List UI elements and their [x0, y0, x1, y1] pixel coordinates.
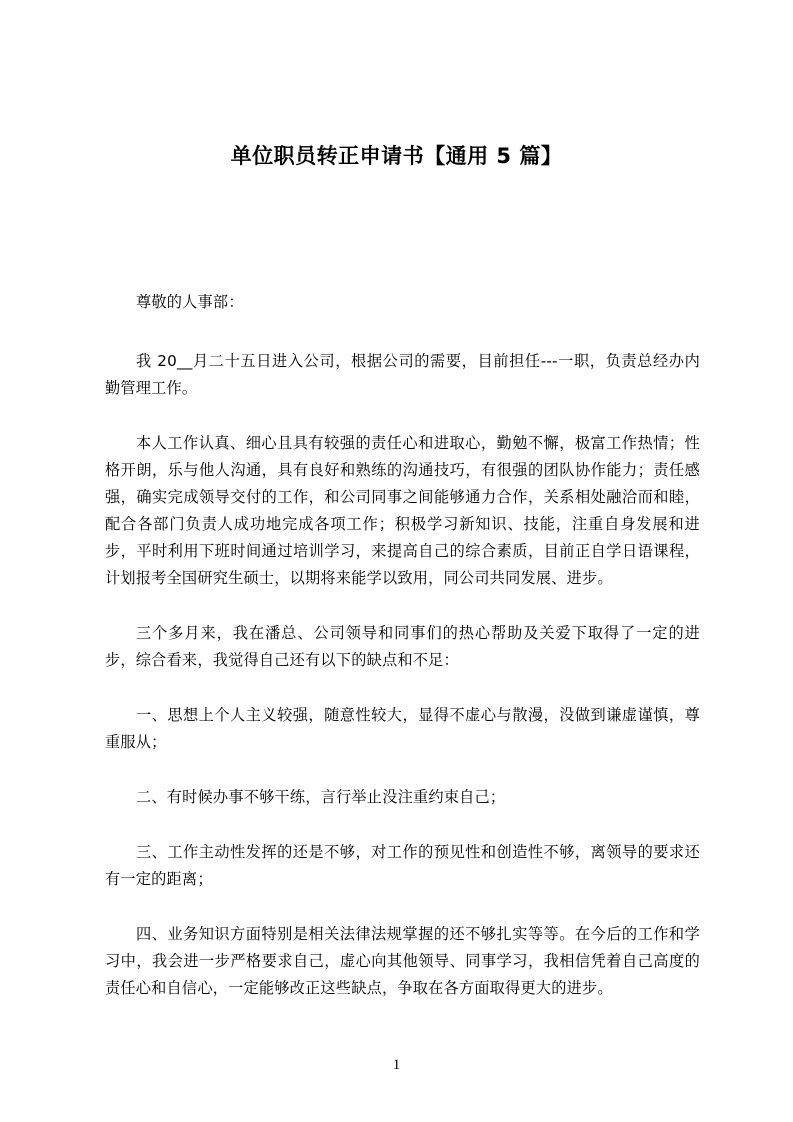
paragraph-shortcomings-intro: 三个多月来，我在潘总、公司领导和同事们的热心帮助及关爱下取得了一定的进步，综合看来，我觉得自己还有以下的缺点和不足：: [105, 624, 700, 669]
document-body: [105, 289, 700, 1030]
paragraph-shortcoming-4: 四、业务知识方面特别是相关法律法规掌握的还不够扎实等等。在今后的工作和学习中，我会进一步严格要求自己，虚心向其他领导、同事学习，我相信凭着自己高度的责任心和自信心，一定能够改正这些缺点，争取在各方面取得更大的进步。: [105, 925, 700, 997]
page-number: 1: [392, 1057, 401, 1073]
paragraph-shortcoming-3: 三、工作主动性发挥的还是不够，对工作的预见性和创造性不够，离领导的要求还有一定的距离；: [105, 843, 700, 888]
paragraph-self-assessment: 本人工作认真、细心且具有较强的责任心和进取心，勤勉不懈，极富工作热情；性格开朗，乐与他人沟通，具有良好和熟练的沟通技巧，有很强的团队协作能力；责任感强，确实完成领导交付的工作，和公司同事之间能够通力合作，关系相处融洽而和睦，配合各部门负责人成功地完成各项工作；积极学习新知识、技能，注重自身发展和进步，平时利用下班时间通过培训学习，来提高自己的综合素质，目前正自学日语课程，计划报考全国研究生硕士，以期将来能学以致用，同公司共同发展、进步。: [105, 434, 700, 587]
paragraph-intro: 我 20__月二十五日进入公司，根据公司的需要，目前担任---一职，负责总经办内勤管理工作。: [105, 352, 700, 397]
paragraph-shortcoming-2: 二、有时候办事不够干练，言行举止没注重约束自己；: [136, 788, 506, 806]
paragraph-shortcoming-1: 一、思想上个人主义较强，随意性较大，显得不虚心与散漫，没做到谦虚谨慎，尊重服从；: [105, 706, 700, 751]
page-title: 单位职员转正申请书【通用 5 篇】: [230, 144, 563, 168]
greeting-paragraph: 尊敬的人事部：: [136, 293, 244, 311]
